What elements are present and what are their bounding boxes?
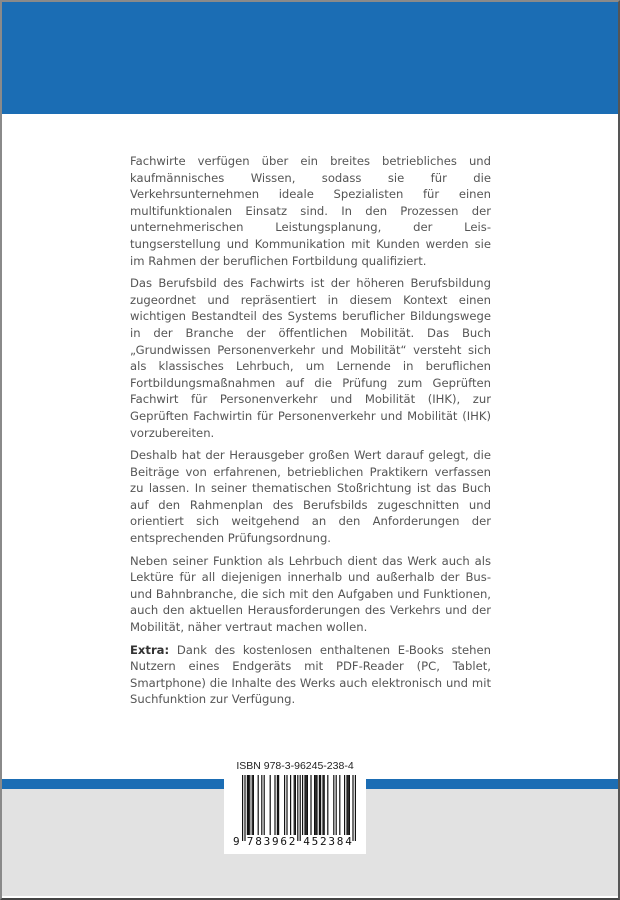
barcode-bar [322, 775, 323, 835]
barcode-bar [352, 775, 353, 841]
barcode-bar [316, 775, 317, 835]
barcode-bar [258, 775, 259, 835]
barcode-bar [320, 775, 321, 835]
paragraph-3: Deshalb hat der Herausgeber großen Wert darauf gelegt, die Beiträge von erfahrenen, betrieblichen Praktikern verfassen zu lassen. In seiner thematischen Stoßrichtung ist das Buch auf den Rahmenplan des Berufsbilds zugeschnitten und orientiert sich weitgehend an den Anforderungen der entsprechenden Prüfungsordnung. [130, 448, 491, 546]
barcode-bar [253, 775, 254, 835]
barcode-bar [339, 775, 340, 835]
paragraph-4: Neben seiner Funktion als Lehrbuch dient das Werk auch als Lektüre für all diejenigen innerhalb und außerhalb der Bus- und Bahnbranche, die sich mit den Aufgaben und Funktionen, auch den aktuellen Herausforderungen des Verkehrs und der Mobilität, näher vertraut machen wollen. [130, 553, 491, 635]
barcode-bar [249, 775, 250, 835]
barcode-digit: 3 [263, 835, 271, 848]
barcode-digit: 7 [246, 835, 254, 848]
barcode-bar [302, 775, 303, 835]
barcode-digit: 9 [233, 835, 240, 848]
barcode-digit: 8 [255, 835, 262, 848]
barcode-bar [348, 775, 349, 835]
barcode-box [224, 757, 366, 854]
barcode-bar [286, 775, 287, 835]
header-band [2, 2, 618, 114]
barcode-bar [319, 775, 320, 835]
barcode-bar [310, 775, 311, 835]
extra-label: Extra: [130, 642, 170, 657]
barcode-bar [277, 775, 278, 835]
barcode-bar [349, 775, 350, 835]
barcode-digit: 4 [345, 835, 352, 848]
barcode-bar [247, 775, 248, 835]
barcode-digit: 4 [303, 835, 310, 848]
barcode-bar [333, 775, 334, 835]
barcode-bar [306, 775, 307, 835]
barcode-bar [244, 775, 245, 841]
barcode-bar [314, 775, 315, 835]
barcode-digit: 9 [272, 835, 279, 848]
isbn-label: ISBN 978-3-96245-238-4 [236, 760, 354, 772]
barcode-bar [242, 775, 243, 841]
barcode-bar [278, 775, 279, 835]
barcode-bar [294, 775, 295, 835]
barcode-bar [327, 775, 328, 835]
barcode-bar [284, 775, 285, 835]
barcode-bar [304, 775, 305, 835]
barcode-digit: 5 [311, 835, 319, 848]
extra-text: Dank des kostenlosen enthaltenen E-Books stehen Nutzern eines Endgeräts mit PDF-Reader (PC, Tablet, Smartphone) die Inhalte des Werks auch elektronisch und mit Suchfunktion zur Verfügung. [130, 642, 491, 707]
barcode-bar [355, 775, 356, 841]
barcode-bar [297, 775, 298, 841]
barcode-digit: 2 [288, 835, 296, 848]
barcode-bar [248, 775, 249, 835]
barcode-bar [315, 775, 316, 835]
barcode [224, 757, 366, 854]
barcode-bar [264, 775, 265, 835]
barcode-digit: 3 [328, 835, 336, 848]
barcode-bar [274, 775, 275, 835]
barcode-bar [261, 775, 262, 835]
paragraph-2: Das Berufsbild des Fachwirts ist der höheren Berufsbildung zugeordnet und repräsentiert in diesem Kontext einen wichtigen Bestandteil des Systems beruflicher Bildungswege in der Branche der öffentlichen Mobilität. Das Buch „Grundwissen Personenverkehr und Mobilität“ versteht sich als klassisches Lehrbuch, um Lernende in beruflichen Fortbildungsmaßnahmen auf die Prüfung zum Geprüften Fachwirt für Personenverkehr und Mobilität (IHK), zur Geprüften Fachwirtin für Personenverkehr und Mobilität (IHK) vorzubereiten. [130, 276, 491, 440]
barcode-bar [295, 775, 296, 835]
barcode-bar [346, 775, 347, 835]
barcode-bar [300, 775, 301, 841]
barcode-bar [344, 775, 345, 835]
barcode-digit: 6 [280, 835, 288, 848]
barcode-bar [290, 775, 291, 835]
paragraph-1: Fachwirte verfügen über ein breites betriebliches und kaufmännisches Wissen, sodass sie für die Verkehrsunternehmen ideale Spezialisten für einen multifunktionalen Einsatz sind. In den Prozessen der unternehmerischen Leistungsplanung, der Leistungserstellung und Kommunikation mit Kunden werden sie im Rahmen der beruflichen Fortbildung qualifiziert. [130, 154, 491, 268]
barcode-bar [252, 775, 253, 835]
paragraph-extra [130, 642, 491, 708]
barcode-digit: 2 [320, 835, 327, 848]
barcode-bar [270, 775, 271, 835]
barcode-digit: 8 [336, 835, 344, 848]
barcode-bar [336, 775, 337, 835]
blurb-text [130, 153, 491, 714]
barcode-bar [324, 775, 325, 835]
barcode-bar [307, 775, 308, 835]
